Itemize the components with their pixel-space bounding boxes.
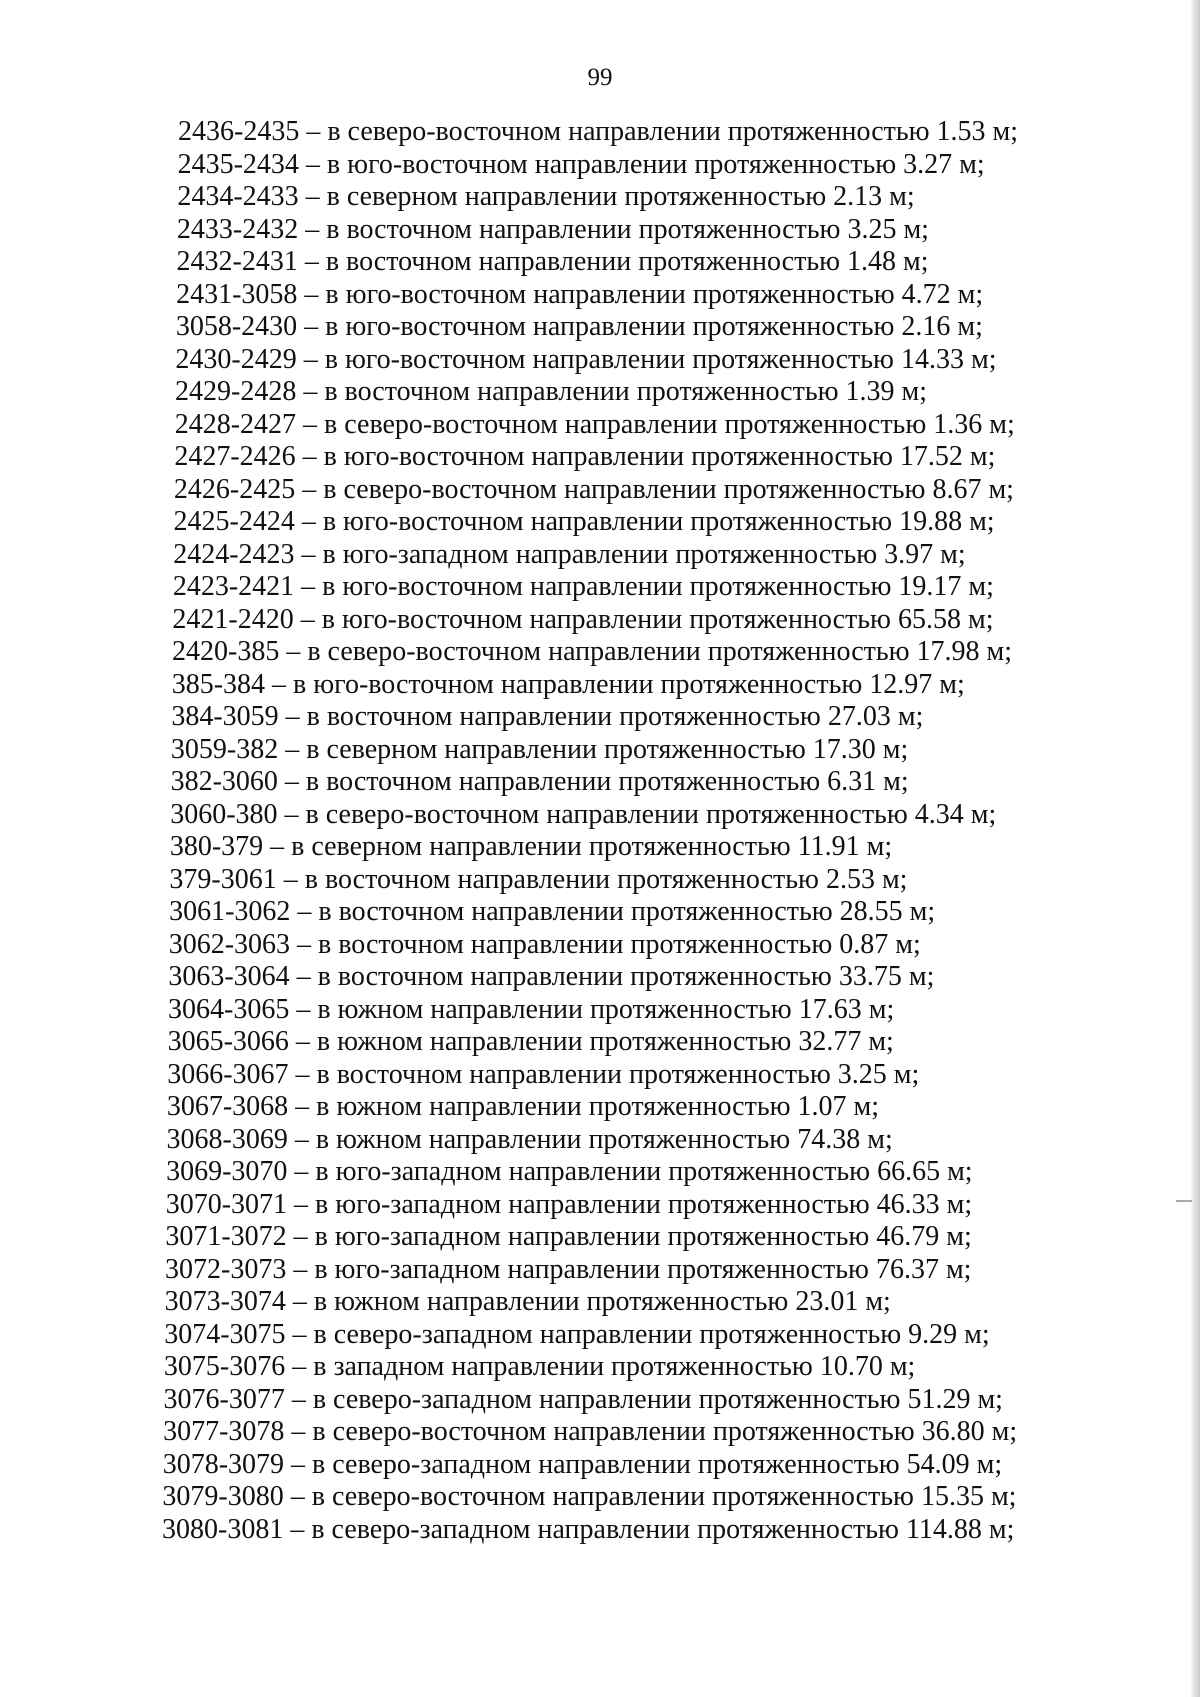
boundary-segment-line: 3066-3067 – в восточном направлении протяженностью 3.25 м; (167, 1058, 920, 1090)
boundary-segment-line: 380-379 – в северном направлении протяженностью 11.91 м; (169, 831, 893, 862)
boundary-segment-line: 3060-380 – в северо-восточном направлении протяженностью 4.34 м; (170, 798, 997, 830)
boundary-segment-line: 3074-3075 – в северо-западном направлении протяженностью 9.29 м; (164, 1318, 990, 1350)
boundary-segment-line: 2428-2427 – в северо-восточном направлении протяженностью 1.36 м; (174, 408, 1015, 440)
boundary-segment-line: 3064-3065 – в южном направлении протяженностью 17.63 м; (168, 993, 895, 1025)
boundary-description-list (162, 116, 1078, 1546)
scan-edge-shadow (1190, 0, 1200, 1697)
boundary-segment-line: 3071-3072 – в юго-западном направлении протяженностью 46.79 м; (165, 1221, 972, 1252)
boundary-segment-line: 2435-2434 – в юго-восточном направлении протяженностью 3.27 м; (177, 148, 985, 180)
boundary-segment-line: 3079-3080 – в северо-восточном направлении протяженностью 15.35 м; (162, 1481, 1017, 1512)
boundary-segment-line: 3067-3068 – в южном направлении протяженностью 1.07 м; (166, 1091, 880, 1122)
boundary-segment-line: 3080-3081 – в северо-западном направлении протяженностью 114.88 м; (162, 1513, 1015, 1545)
boundary-segment-line: 3069-3070 – в юго-западном направлении протяженностью 66.65 м; (166, 1156, 973, 1187)
boundary-segment-line: 2431-3058 – в юго-восточном направлении протяженностью 4.72 м; (176, 278, 984, 310)
boundary-segment-line: 384-3059 – в восточном направлении протяженностью 27.03 м; (171, 701, 924, 732)
boundary-segment-line: 3073-3074 – в южном направлении протяженностью 23.01 м; (164, 1286, 891, 1317)
boundary-segment-line: 2427-2426 – в юго-восточном направлении протяженностью 17.52 м; (174, 441, 996, 472)
boundary-segment-line: 2432-2431 – в восточном направлении протяженностью 1.48 м; (176, 246, 929, 277)
boundary-segment-line: 3068-3069 – в южном направлении протяженностью 74.38 м; (166, 1123, 893, 1155)
boundary-segment-line: 382-3060 – в восточном направлении протяженностью 6.31 м; (170, 766, 909, 797)
boundary-segment-line: 2426-2425 – в северо-восточном направлении протяженностью 8.67 м; (173, 473, 1014, 505)
boundary-segment-line: 3062-3063 – в восточном направлении протяженностью 0.87 м; (168, 928, 921, 960)
boundary-segment-line: 2436-2435 – в северо-восточном направлении протяженностью 1.53 м; (178, 116, 1019, 147)
boundary-segment-line: 2429-2428 – в восточном направлении протяженностью 1.39 м; (175, 376, 928, 407)
boundary-segment-line: 3075-3076 – в западном направлении протяженностью 10.70 м; (163, 1351, 916, 1382)
boundary-segment-line: 3070-3071 – в юго-западном направлении протяженностью 46.33 м; (165, 1188, 973, 1220)
boundary-segment-line: 2434-2433 – в северном направлении протяженностью 2.13 м; (177, 181, 915, 212)
boundary-segment-line: 3076-3077 – в северо-западном направлении протяженностью 51.29 м; (163, 1383, 1003, 1415)
boundary-segment-line: 2430-2429 – в юго-восточном направлении протяженностью 14.33 м; (175, 343, 997, 375)
boundary-segment-line: 3072-3073 – в юго-западном направлении протяженностью 76.37 м; (165, 1253, 972, 1285)
boundary-segment-line: 379-3061 – в восточном направлении протяженностью 2.53 м; (169, 863, 908, 895)
boundary-segment-line: 2425-2424 – в юго-восточном направлении протяженностью 19.88 м; (173, 506, 995, 537)
boundary-segment-line: 3063-3064 – в восточном направлении протяженностью 33.75 м; (168, 961, 935, 992)
scan-edge-mark (1176, 1200, 1192, 1202)
boundary-segment-line: 2420-385 – в северо-восточном направлении протяженностью 17.98 м; (172, 636, 1013, 667)
boundary-segment-line: 2423-2421 – в юго-восточном направлении протяженностью 19.17 м; (172, 571, 994, 602)
boundary-segment-line: 3077-3078 – в северо-восточном направлении протяженностью 36.80 м; (163, 1416, 1018, 1447)
boundary-segment-line: 3059-382 – в северном направлении протяженностью 17.30 м; (170, 733, 909, 765)
boundary-segment-line: 3078-3079 – в северо-западном направлении протяженностью 54.09 м; (162, 1448, 1003, 1480)
boundary-segment-line: 2433-2432 – в восточном направлении протяженностью 3.25 м; (176, 213, 929, 245)
boundary-segment-line: 3061-3062 – в восточном направлении протяженностью 28.55 м; (169, 896, 936, 927)
boundary-segment-line: 2421-2420 – в юго-восточном направлении протяженностью 65.58 м; (172, 603, 994, 635)
boundary-segment-line: 3058-2430 – в юго-восточном направлении протяженностью 2.16 м; (175, 311, 983, 342)
boundary-segment-line: 2424-2423 – в юго-западном направлении протяженностью 3.97 м; (173, 538, 966, 570)
boundary-segment-line: 385-384 – в юго-восточном направлении протяженностью 12.97 м; (171, 668, 965, 700)
boundary-segment-line: 3065-3066 – в южном направлении протяженностью 32.77 м; (167, 1026, 894, 1057)
page-number: 99 (587, 64, 613, 91)
